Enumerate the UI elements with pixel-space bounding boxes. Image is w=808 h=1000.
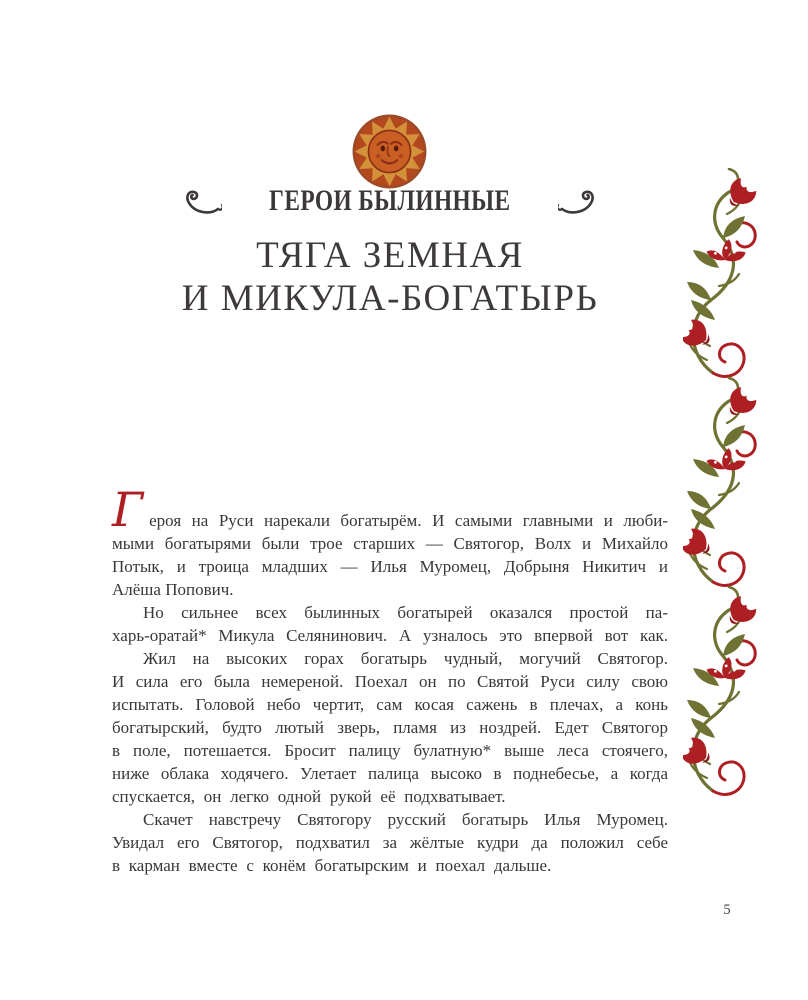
text-line: мыми богатырями были трое старших — Святогор, Волх и Михайло bbox=[112, 534, 668, 553]
text-line: Увидал его Святогор, подхватил за жёлтые кудри да положил себе bbox=[112, 833, 668, 852]
text-line: ниже облака ходячего. Улетает палица высоко в поднебесье, а когда bbox=[112, 764, 668, 783]
text-line: Жил на высоких горах богатырь чудный, могучий Святогор. bbox=[143, 649, 668, 668]
sun-face-icon bbox=[351, 113, 428, 190]
text-line: Героя на Руси нарекали богатырём. И самыми главными и люби- bbox=[112, 483, 668, 538]
page-title bbox=[0, 234, 780, 320]
text-line: харь-оратай* Микула Селянинович. А узналось это впервой вот как. bbox=[112, 626, 668, 645]
text-line: Потык, и троица младших — Илья Муромец, Добрыня Никитич и bbox=[112, 557, 668, 576]
title-line-1: ТЯГА ЗЕМНАЯ bbox=[256, 235, 524, 276]
text-line: Алёша Попович. bbox=[112, 580, 234, 599]
text-line: И сила его была немереной. Поехал он по Святой Руси силу свою bbox=[112, 672, 668, 691]
flourish-left-icon bbox=[180, 188, 222, 214]
text-line: в карман вместе с конём богатырским и поехал дальше. bbox=[112, 856, 552, 875]
section-title: ГЕРОИ БЫЛИННЫЕ bbox=[269, 184, 511, 217]
section-header bbox=[0, 184, 780, 218]
drop-cap-letter: Г bbox=[112, 483, 144, 538]
floral-border-ornament-icon bbox=[683, 168, 763, 802]
text-line: богатырский, будто лютый зверь, пламя из ноздрей. Едет Святогор bbox=[112, 718, 668, 737]
title-line-2: И МИКУЛА-БОГАТЫРЬ bbox=[181, 278, 599, 319]
text-line: испытать. Головой небо чертит, сам косая сажень в плечах, а конь bbox=[112, 695, 668, 714]
text-line: в поле, потешается. Бросит палицу булатную* выше леса стоячего, bbox=[112, 741, 668, 760]
text-line: спускается, он легко одной рукой её подхватывает. bbox=[112, 787, 506, 806]
story-text bbox=[112, 483, 668, 877]
page-number: 5 bbox=[723, 902, 731, 918]
text-line: Скачет навстречу Святогору русский богатырь Илья Муромец. bbox=[143, 810, 668, 829]
flourish-right-icon bbox=[558, 188, 600, 214]
text-line: Но сильнее всех былинных богатырей оказался простой па- bbox=[143, 603, 668, 622]
